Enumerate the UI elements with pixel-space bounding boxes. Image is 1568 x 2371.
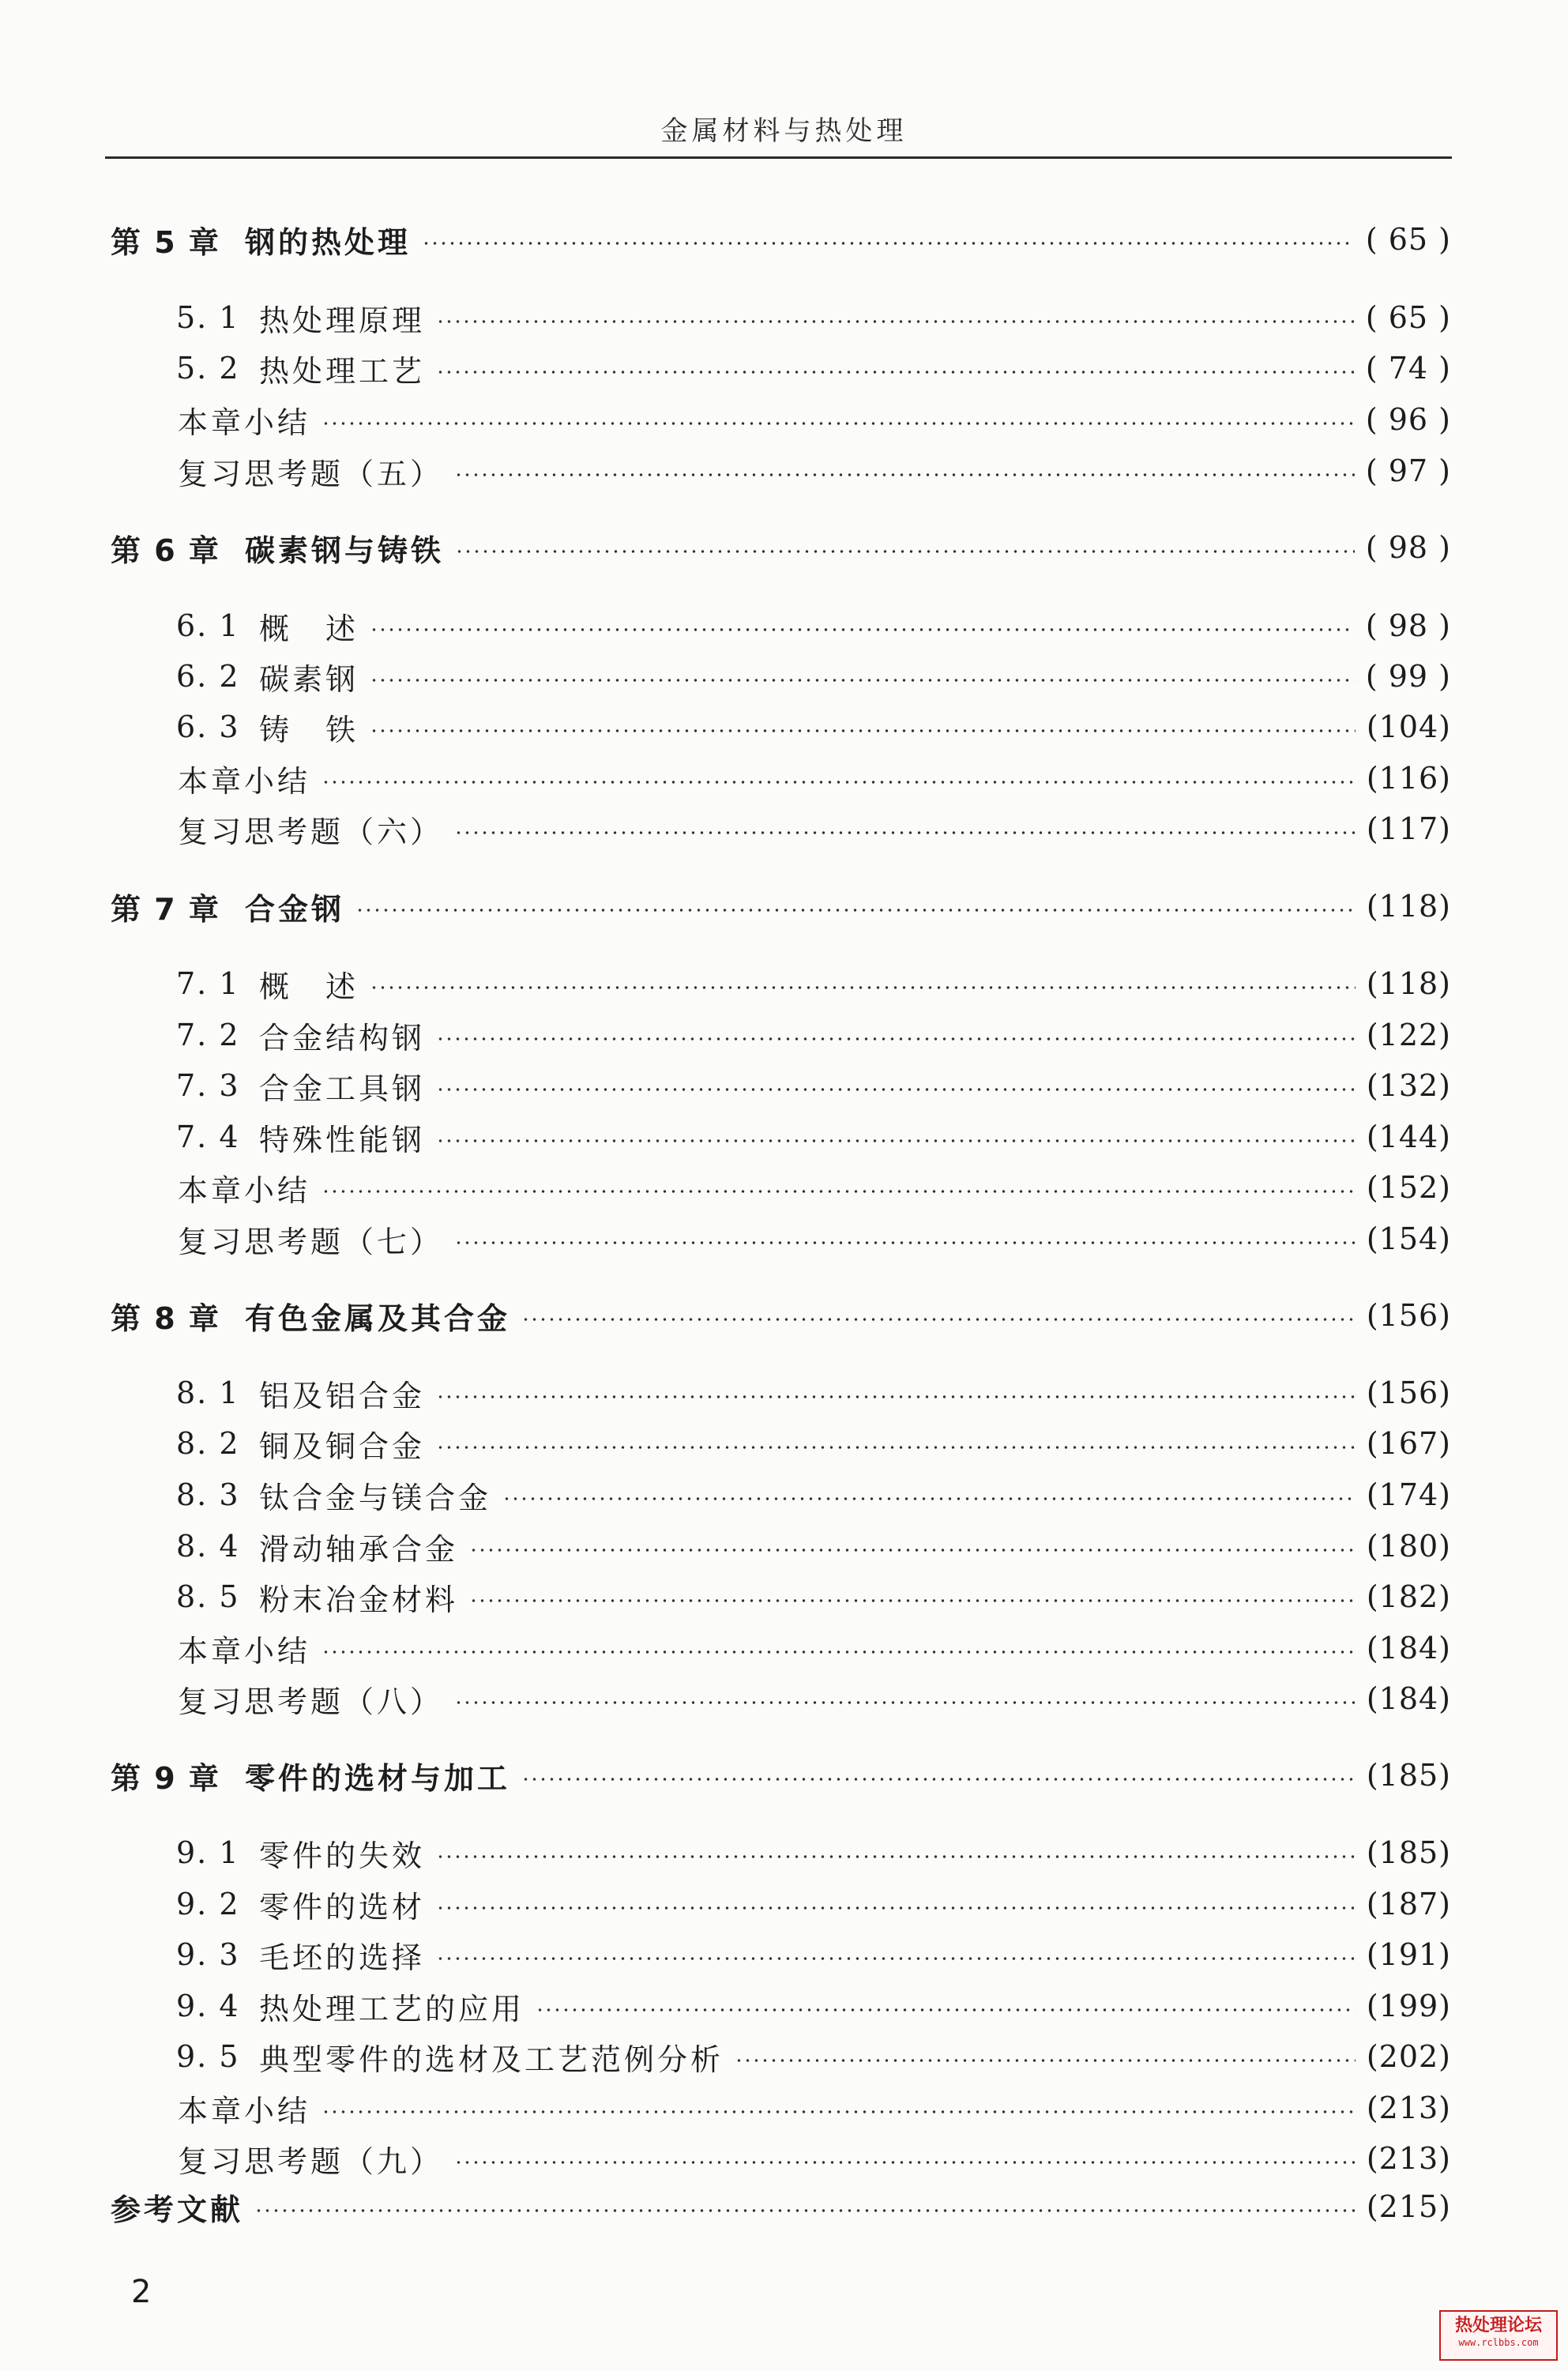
watermark-url: www.rclbbs.com <box>1458 2337 1539 2348</box>
dot-leader <box>436 1446 1356 1449</box>
page-ref: ( 74 ) <box>1365 351 1451 386</box>
dot-leader <box>436 1906 1356 1910</box>
dot-leader <box>454 1701 1356 1704</box>
summary-title: 本章小结 <box>178 2093 311 2128</box>
dot-leader <box>321 422 1355 425</box>
dot-leader <box>436 1855 1356 1858</box>
toc-section-6-2[interactable] <box>176 656 1451 697</box>
toc-summary-9[interactable] <box>178 2087 1451 2128</box>
dot-leader <box>370 986 1356 989</box>
section-number: 8. 5 <box>176 1579 240 1614</box>
toc-chapter-8[interactable] <box>111 1295 1451 1336</box>
toc-section-9-3[interactable] <box>176 1934 1451 1975</box>
dot-leader <box>469 1549 1356 1552</box>
page-ref: ( 98 ) <box>1365 608 1451 643</box>
page-ref: ( 96 ) <box>1365 402 1451 437</box>
toc-section-5-2[interactable] <box>176 348 1451 389</box>
dot-leader <box>454 1241 1356 1244</box>
dot-leader <box>370 628 1355 631</box>
page-ref: (202) <box>1366 2039 1451 2074</box>
page-ref: ( 65 ) <box>1365 222 1451 257</box>
toc-references[interactable] <box>111 2186 1451 2227</box>
review-title: 复习思考题（九） <box>178 2143 444 2179</box>
section-title: 典型零件的选材及工艺范例分析 <box>259 2042 724 2077</box>
toc-section-9-2[interactable] <box>176 1884 1451 1925</box>
dot-leader <box>422 242 1355 245</box>
section-title: 热处理工艺 <box>259 353 426 389</box>
toc-chapter-5[interactable] <box>111 219 1451 260</box>
toc-review-5[interactable] <box>178 450 1451 491</box>
toc-summary-7[interactable] <box>178 1167 1451 1208</box>
toc-section-6-1[interactable] <box>176 605 1451 646</box>
page-ref: (104) <box>1366 709 1451 744</box>
toc-section-6-3[interactable] <box>176 706 1451 747</box>
section-number: 8. 3 <box>176 1477 240 1512</box>
section-title: 零件的选材 <box>259 1889 426 1925</box>
watermark-stamp <box>1439 2310 1558 2361</box>
section-number: 9. 1 <box>176 1835 240 1870</box>
dot-leader <box>454 2161 1356 2164</box>
summary-title: 本章小结 <box>178 763 311 799</box>
section-number: 9. 2 <box>176 1887 240 1921</box>
toc-review-6[interactable] <box>178 808 1451 849</box>
toc-section-8-3[interactable] <box>176 1474 1451 1515</box>
page-ref: (215) <box>1366 2189 1451 2224</box>
review-title: 复习思考题（六） <box>178 814 444 849</box>
toc-summary-6[interactable] <box>178 758 1451 799</box>
page-ref: (182) <box>1366 1579 1451 1614</box>
section-number: 6. 2 <box>176 659 240 694</box>
chapter-number: 第 5 章 <box>111 224 220 260</box>
page-ref: ( 99 ) <box>1365 659 1451 694</box>
page-ref: ( 98 ) <box>1365 530 1451 565</box>
page-ref: (118) <box>1366 889 1451 924</box>
dot-leader <box>735 2059 1356 2062</box>
section-number: 9. 3 <box>176 1937 240 1972</box>
review-title: 复习思考题（七） <box>178 1224 444 1259</box>
section-title: 概 述 <box>259 969 359 1004</box>
section-title: 铝及铝合金 <box>259 1378 426 1413</box>
page-ref: (117) <box>1366 811 1451 846</box>
dot-leader <box>469 1599 1356 1602</box>
toc-summary-8[interactable] <box>178 1628 1451 1669</box>
chapter-title: 零件的选材与加工 <box>245 1760 511 1796</box>
dot-leader <box>521 1778 1356 1781</box>
toc-review-7[interactable] <box>178 1218 1451 1259</box>
page-ref: (180) <box>1366 1529 1451 1564</box>
page-ref: (185) <box>1366 1758 1451 1793</box>
page-ref: (154) <box>1366 1221 1451 1256</box>
page-ref: (184) <box>1366 1681 1451 1716</box>
toc-chapter-9[interactable] <box>111 1755 1451 1796</box>
dot-leader <box>436 1957 1356 1960</box>
dot-leader <box>254 2209 1356 2212</box>
toc-section-7-4[interactable] <box>176 1116 1451 1157</box>
page-ref: (187) <box>1366 1887 1451 1921</box>
page-ref: (184) <box>1366 1631 1451 1665</box>
review-title: 复习思考题（八） <box>178 1684 444 1719</box>
dot-leader <box>454 473 1355 476</box>
summary-title: 本章小结 <box>178 1172 311 1208</box>
section-title: 滑动轴承合金 <box>259 1531 459 1567</box>
section-title: 合金工具钢 <box>259 1071 426 1106</box>
toc-review-8[interactable] <box>178 1678 1451 1719</box>
dot-leader <box>370 729 1356 732</box>
toc-section-9-1[interactable] <box>176 1832 1451 1873</box>
toc-section-8-1[interactable] <box>176 1372 1451 1413</box>
dot-leader <box>321 2110 1356 2113</box>
section-number: 8. 2 <box>176 1426 240 1461</box>
toc-section-9-4[interactable] <box>176 1985 1451 2027</box>
toc-section-8-4[interactable] <box>176 1526 1451 1567</box>
section-number: 5. 2 <box>176 351 240 386</box>
section-title: 钛合金与镁合金 <box>259 1480 492 1515</box>
page-ref: (116) <box>1366 761 1451 796</box>
toc-section-8-5[interactable] <box>176 1576 1451 1617</box>
page-ref: (167) <box>1366 1426 1451 1461</box>
page-ref: (199) <box>1366 1989 1451 2023</box>
dot-leader <box>502 1497 1356 1500</box>
section-title: 热处理工艺的应用 <box>259 1991 525 2027</box>
toc-section-7-1[interactable] <box>176 963 1451 1004</box>
section-number: 8. 4 <box>176 1529 240 1564</box>
page-ref: (174) <box>1366 1477 1451 1512</box>
section-title: 碳素钢 <box>259 661 359 697</box>
section-number: 7. 2 <box>176 1018 240 1052</box>
dot-leader <box>355 909 1356 912</box>
page-ref: (118) <box>1366 966 1451 1001</box>
chapter-title: 合金钢 <box>245 891 345 927</box>
toc-chapter-7[interactable] <box>111 886 1451 927</box>
dot-leader <box>321 781 1356 784</box>
running-header: 金属材料与热处理 <box>660 115 908 147</box>
chapter-title: 有色金属及其合金 <box>245 1300 511 1336</box>
page-ref: (185) <box>1366 1835 1451 1870</box>
section-number: 9. 5 <box>176 2039 240 2074</box>
page-ref: (213) <box>1366 2091 1451 2125</box>
page-ref: (122) <box>1366 1018 1451 1052</box>
page-ref: (191) <box>1366 1937 1451 1972</box>
dot-leader <box>436 1088 1356 1091</box>
dot-leader <box>436 320 1355 323</box>
section-number: 7. 3 <box>176 1068 240 1103</box>
dot-leader <box>436 1395 1356 1398</box>
section-title: 概 述 <box>259 611 359 646</box>
page-number: 2 <box>131 2274 152 2310</box>
chapter-number: 第 7 章 <box>111 891 220 927</box>
summary-title: 本章小结 <box>178 405 311 440</box>
page-ref: (144) <box>1366 1120 1451 1154</box>
section-number: 5. 1 <box>176 300 240 335</box>
page-ref: ( 65 ) <box>1365 300 1451 335</box>
page-ref: (156) <box>1366 1376 1451 1410</box>
dot-leader <box>436 1139 1356 1142</box>
section-number: 8. 1 <box>176 1376 240 1410</box>
dot-leader <box>436 371 1355 374</box>
dot-leader <box>536 2008 1356 2012</box>
page-ref: (156) <box>1366 1298 1451 1333</box>
dot-leader <box>370 679 1355 682</box>
dot-leader <box>454 831 1356 834</box>
summary-title: 本章小结 <box>178 1633 311 1669</box>
section-number: 6. 1 <box>176 608 240 643</box>
references-title: 参考文献 <box>111 2192 244 2227</box>
toc-section-7-2[interactable] <box>176 1014 1451 1056</box>
toc-summary-5[interactable] <box>178 399 1451 440</box>
review-title: 复习思考题（五） <box>178 456 444 491</box>
toc-review-9[interactable] <box>178 2138 1451 2179</box>
page-ref: ( 97 ) <box>1365 454 1451 488</box>
chapter-number: 第 6 章 <box>111 533 220 568</box>
section-number: 9. 4 <box>176 1989 240 2023</box>
section-title: 粉末冶金材料 <box>259 1582 459 1617</box>
chapter-title: 碳素钢与铸铁 <box>245 533 445 568</box>
dot-leader <box>521 1318 1356 1321</box>
section-number: 7. 4 <box>176 1120 240 1154</box>
section-number: 7. 1 <box>176 966 240 1001</box>
toc-section-5-1[interactable] <box>176 297 1451 338</box>
section-title: 零件的失效 <box>259 1838 426 1873</box>
toc-section-7-3[interactable] <box>176 1065 1451 1106</box>
dot-leader <box>455 550 1355 553</box>
toc-chapter-6[interactable] <box>111 527 1451 568</box>
dot-leader <box>321 1650 1356 1654</box>
section-title: 铸 铁 <box>259 712 359 747</box>
page-ref: (213) <box>1366 2141 1451 2176</box>
page-ref: (132) <box>1366 1068 1451 1103</box>
dot-leader <box>321 1190 1356 1193</box>
chapter-number: 第 8 章 <box>111 1300 220 1336</box>
section-title: 特殊性能钢 <box>259 1122 426 1157</box>
section-title: 合金结构钢 <box>259 1020 426 1056</box>
section-title: 铜及铜合金 <box>259 1428 426 1464</box>
section-number: 6. 3 <box>176 709 240 744</box>
toc-section-9-5[interactable] <box>176 2036 1451 2077</box>
chapter-title: 钢的热处理 <box>245 224 412 260</box>
chapter-number: 第 9 章 <box>111 1760 220 1796</box>
header-rule <box>105 156 1452 159</box>
section-title: 热处理原理 <box>259 303 426 338</box>
dot-leader <box>436 1037 1356 1041</box>
section-title: 毛坯的选择 <box>259 1940 426 1975</box>
toc-section-8-2[interactable] <box>176 1423 1451 1464</box>
page-ref: (152) <box>1366 1170 1451 1205</box>
watermark-text: 热处理论坛 <box>1454 2315 1542 2335</box>
